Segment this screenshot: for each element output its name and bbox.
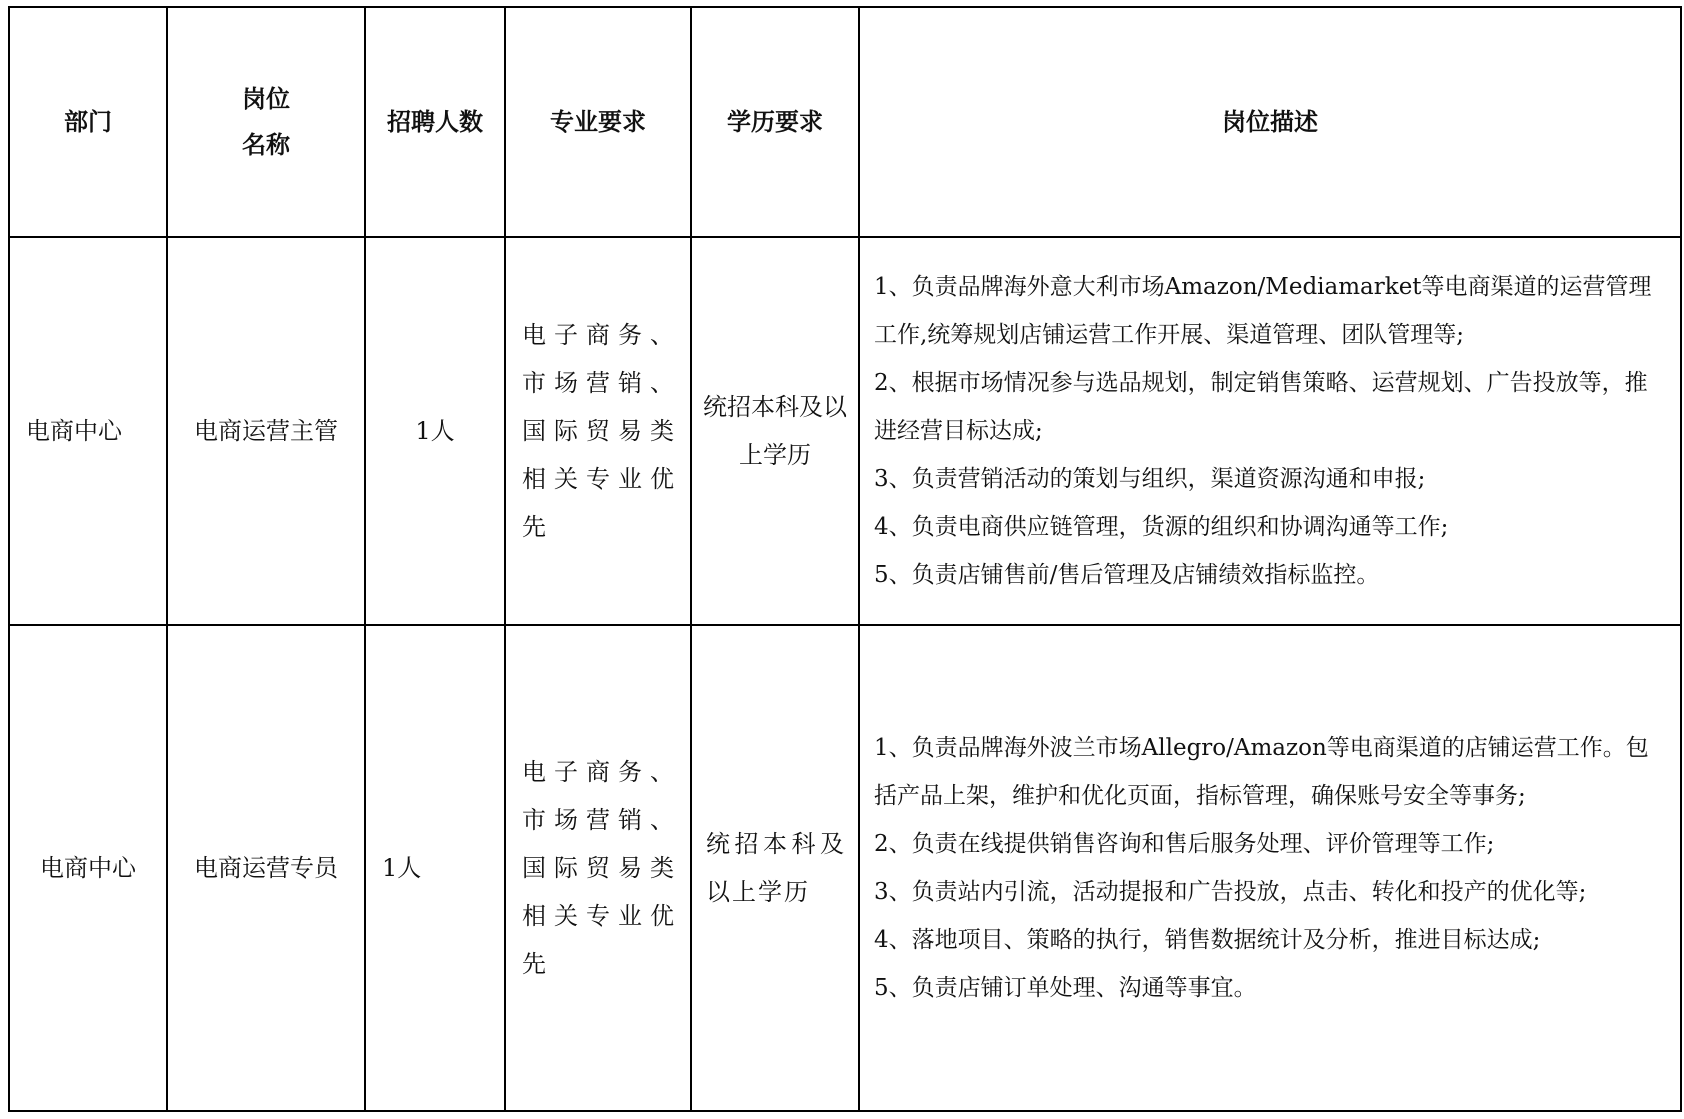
description-line: 2、根据市场情况参与选品规划，制定销售策略、运营规划、广告投放等，推进经营目标达成; xyxy=(874,370,1648,444)
cell-description xyxy=(859,625,1681,1111)
description-line: 1、负责品牌海外意大利市场Amazon/Mediamarket等电商渠道的运营管理工作,统筹规划店铺运营工作开展、渠道管理、团队管理等; xyxy=(874,274,1652,348)
cell-department: 电商中心 xyxy=(9,625,167,1111)
description-line: 1、负责品牌海外波兰市场Allegro/Amazon等电商渠道的店铺运营工作。包括产品上架，维护和优化页面，指标管理，确保账号安全等事务; xyxy=(874,735,1649,809)
description-line: 4、落地项目、策略的执行，销售数据统计及分析，推进目标达成; xyxy=(874,927,1541,953)
cell-position: 电商运营主管 xyxy=(167,237,365,625)
cell-major: 电子商务、市场营销、国际贸易类相关专业优先 xyxy=(505,625,691,1111)
header-row xyxy=(9,7,1681,237)
description-line: 2、负责在线提供销售咨询和售后服务处理、评价管理等工作; xyxy=(874,831,1495,857)
table-row xyxy=(9,625,1681,1111)
header-major: 专业要求 xyxy=(505,7,691,237)
recruitment-table xyxy=(8,6,1682,1112)
description-line: 3、负责营销活动的策划与组织，渠道资源沟通和申报; xyxy=(874,466,1426,492)
cell-department: 电商中心 xyxy=(9,237,167,625)
cell-education: 统招本科及以上学历 xyxy=(691,237,859,625)
description-line: 4、负责电商供应链管理，货源的组织和协调沟通等工作; xyxy=(874,514,1449,540)
description-line: 5、负责店铺订单处理、沟通等事宜。 xyxy=(874,975,1257,1001)
cell-headcount: 1人 xyxy=(365,625,505,1111)
header-department: 部门 xyxy=(9,7,167,237)
cell-position: 电商运营专员 xyxy=(167,625,365,1111)
header-position xyxy=(167,7,365,237)
header-position-line1: 岗位 xyxy=(242,84,290,113)
cell-description xyxy=(859,237,1681,625)
cell-major: 电子商务、市场营销、国际贸易类相关专业优先 xyxy=(505,237,691,625)
header-headcount: 招聘人数 xyxy=(365,7,505,237)
description-line: 3、负责站内引流，活动提报和广告投放，点击、转化和投产的优化等; xyxy=(874,879,1587,905)
description-line: 5、负责店铺售前/售后管理及店铺绩效指标监控。 xyxy=(874,562,1380,588)
table-row xyxy=(9,237,1681,625)
header-education: 学历要求 xyxy=(691,7,859,237)
cell-education: 统招本科及以上学历 xyxy=(691,625,859,1111)
cell-headcount: 1人 xyxy=(365,237,505,625)
header-description: 岗位描述 xyxy=(859,7,1681,237)
header-position-line2: 名称 xyxy=(242,130,290,159)
